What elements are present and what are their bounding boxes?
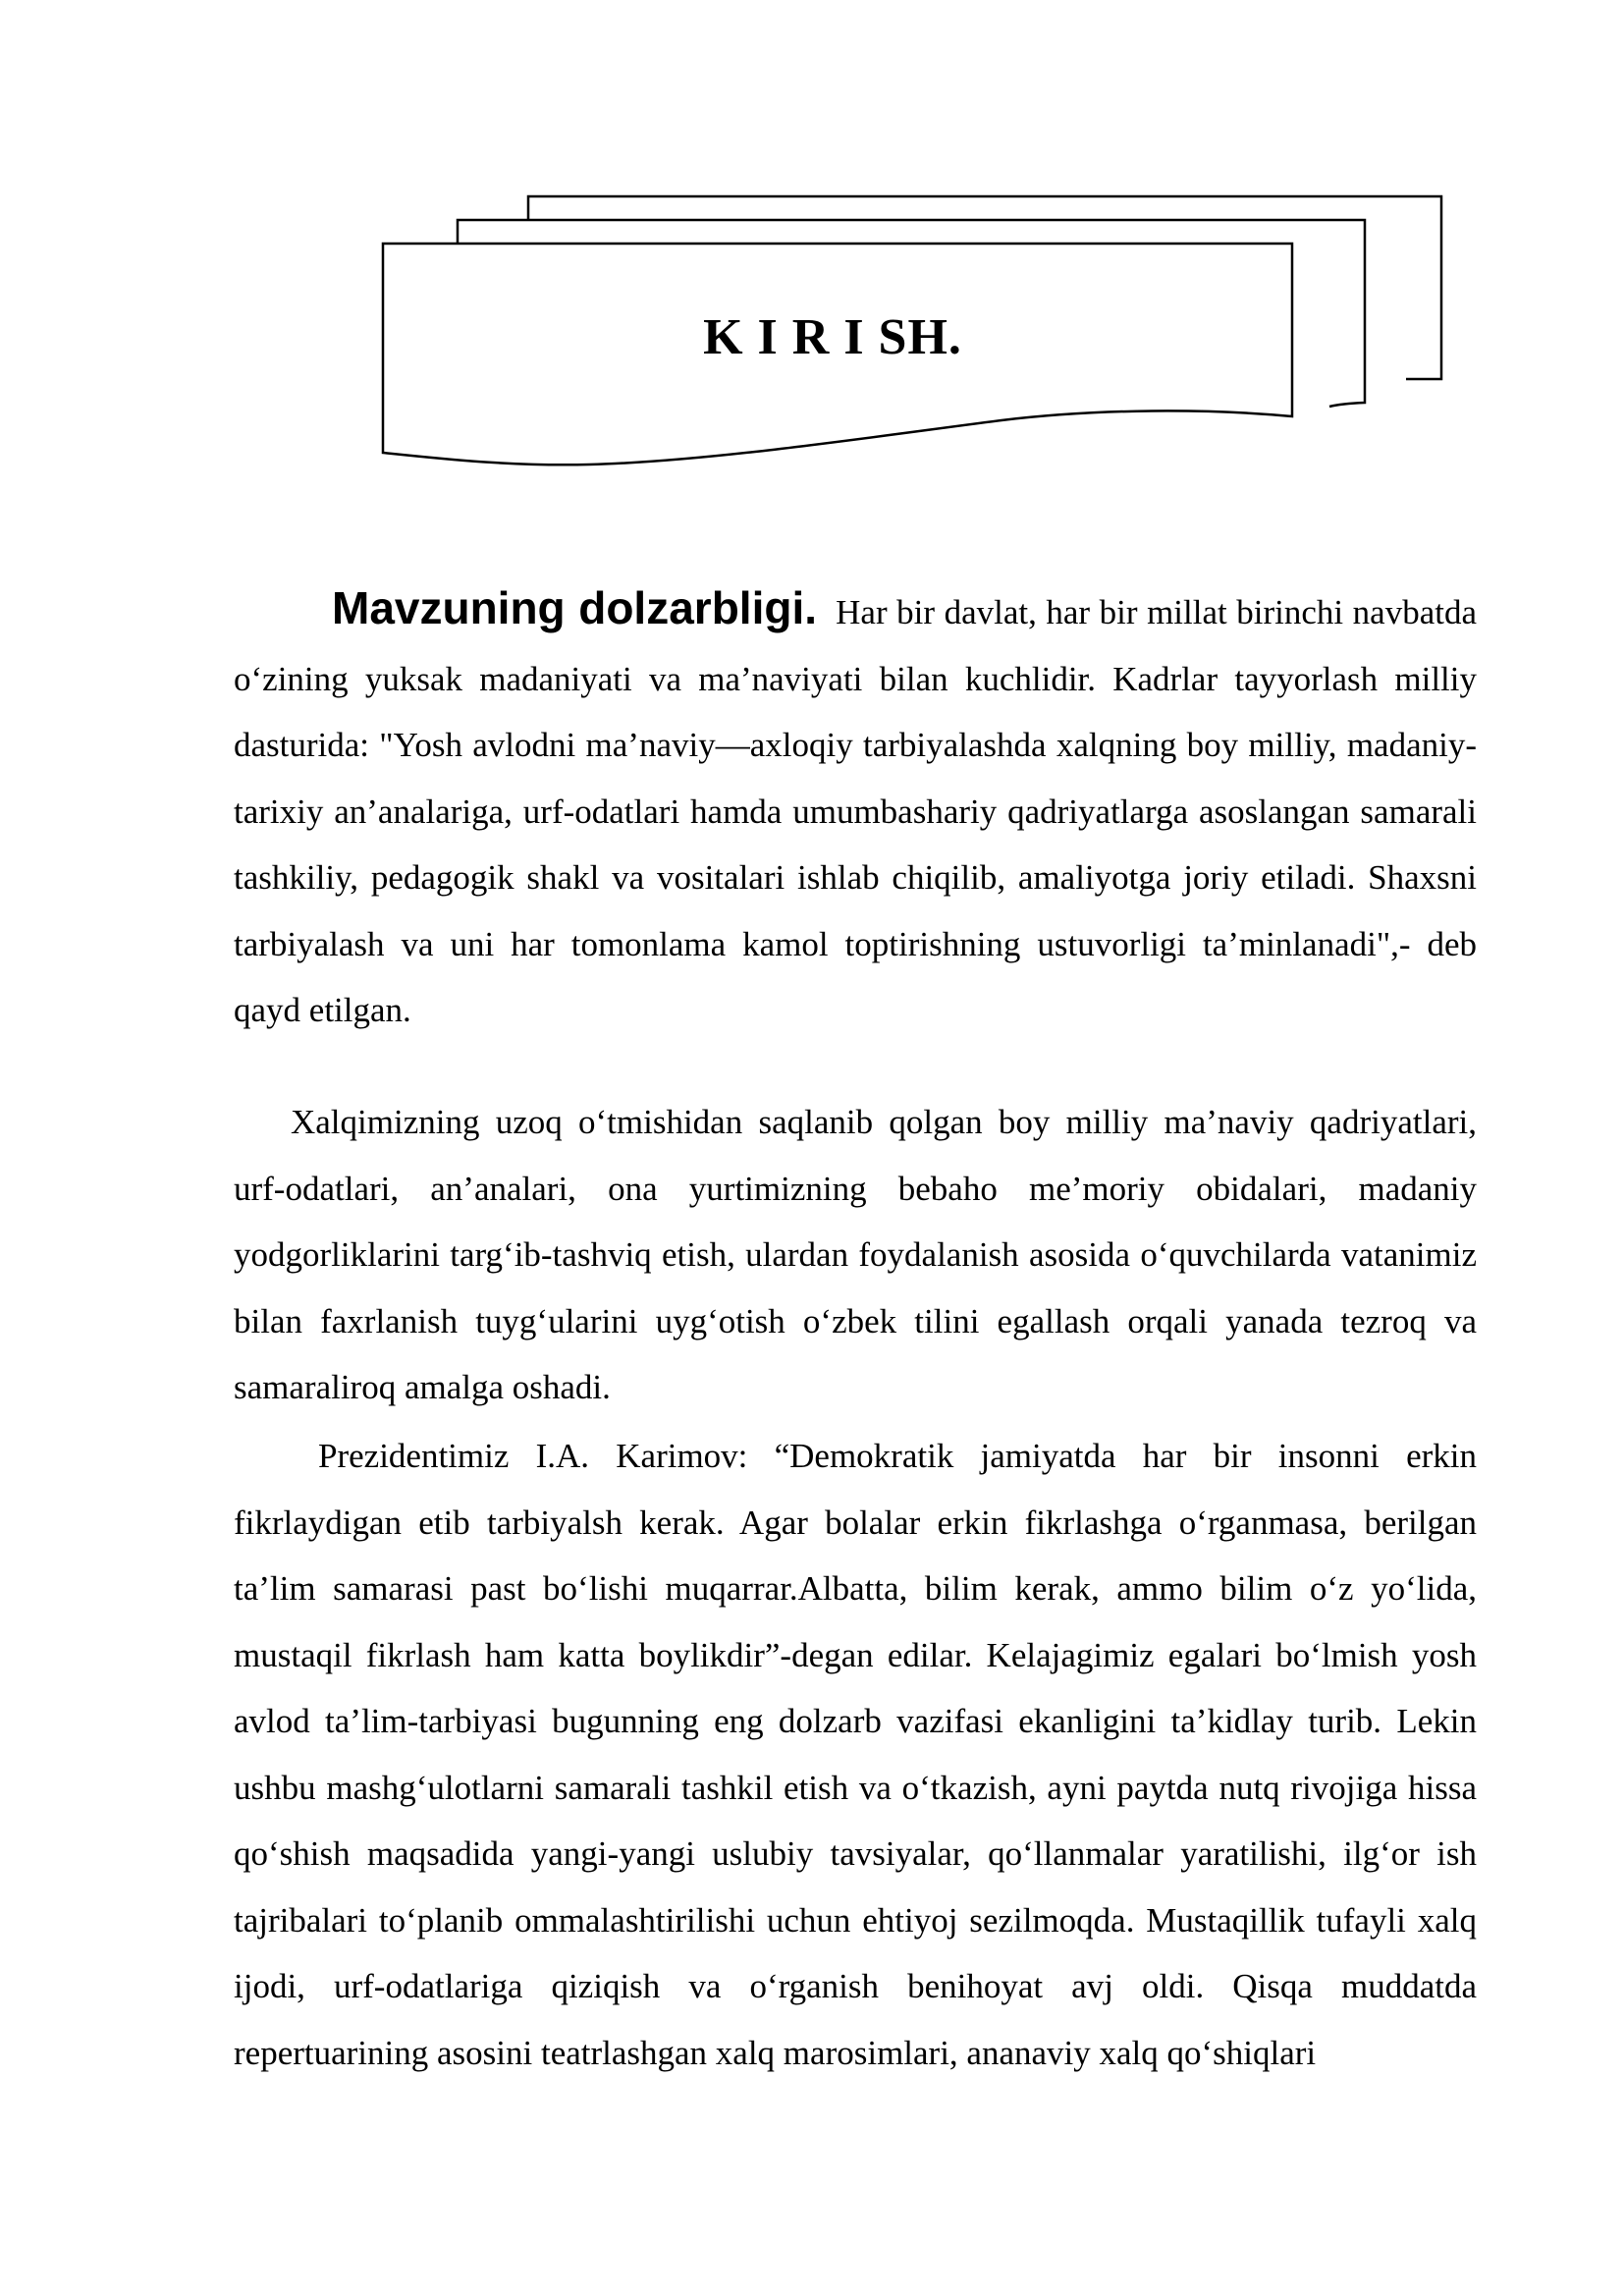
paragraph-text: Har bir davlat, har bir millat birinchi navbatda o‘zining yuksak madaniyati va ma’naviyati bilan kuchlidir. Kadrlar tayyorlash milliy dasturida: "Yosh avlodni ma’naviy—axloqiy tarbiyalashda xalqning boy milliy, madaniy-tarixiy an’analariga, urf-odatlari hamda umumbashariy qadriyatlarga asoslangan samarali tashkiliy, pedagogik shakl va vositalari ishlab chiqilib, amaliyotga joriy etiladi. Shaxsni tarbiyalash va uni har tomonlama kamol toptirishning ustuvorligi ta’minlanadi",- deb qayd etilgan.: [234, 593, 1478, 1029]
paragraph-lead: Mavzuning dolzarbligi.: [332, 582, 818, 633]
paragraph-heritage: [234, 1089, 1477, 1421]
paragraph-text: Prezidentimiz I.A. Karimov: “Demokratik jamiyatda har bir insonni erkin fikrlaydigan etib tarbiyalsh kerak. Agar bolalar erkin fikrlashga o‘rganmasa, berilgan ta’lim samarasi past bo‘lishi muqarrar.Albatta, bilim kerak, ammo bilim o‘z yo‘lida, mustaqil fikrlash ham katta boylikdir”-degan edilar. Kelajagimiz egalari bo‘lmish yosh avlod ta’lim-tarbiyasi bugunning eng dolzarb vazifasi ekanligini ta’kidlay turib. Lekin ushbu mashg‘ulotlarni samarali tashkil etish va o‘tkazish, ayni paytda nutq rivojiga hissa qo‘shish maqsadida yangi-yangi uslubiy tavsiyalar, qo‘llanmalar yaratilishi, ilg‘or ish tajribalari to‘planib ommalashtirilishi uchun ehtiyoj sezilmoqda. Mustaqillik tufayli xalq ijodi, urf-odatlariga qiziqish va o‘rganish benihoyat avj oldi. Qisqa muddatda repertuarining asosini teatrlashgan xalq marosimlari, ananaviy xalq qo‘shiqlari: [234, 1437, 1477, 2072]
page-heading: K I R I SH.: [703, 309, 962, 365]
paragraph-relevance: [234, 575, 1477, 1044]
heading-banner-graphic: [0, 0, 1624, 511]
paragraph-text: Xalqimizning uzoq o‘tmishidan saqlanib qolgan boy milliy ma’naviy qadriyatlari, urf-odatlari, an’analari, ona yurtimizning bebaho me’moriy obidalari, madaniy yodgorliklarini targ‘ib-tashviq etish, ulardan foydalanish asosida o‘quvchilarda vatanimiz bilan faxrlanish tuyg‘ularini uyg‘otish o‘zbek tilini egallash orqali yanada tezroq va samaraliroq amalga oshadi.: [234, 1103, 1477, 1406]
paragraph-president-quote: [234, 1423, 1477, 2086]
